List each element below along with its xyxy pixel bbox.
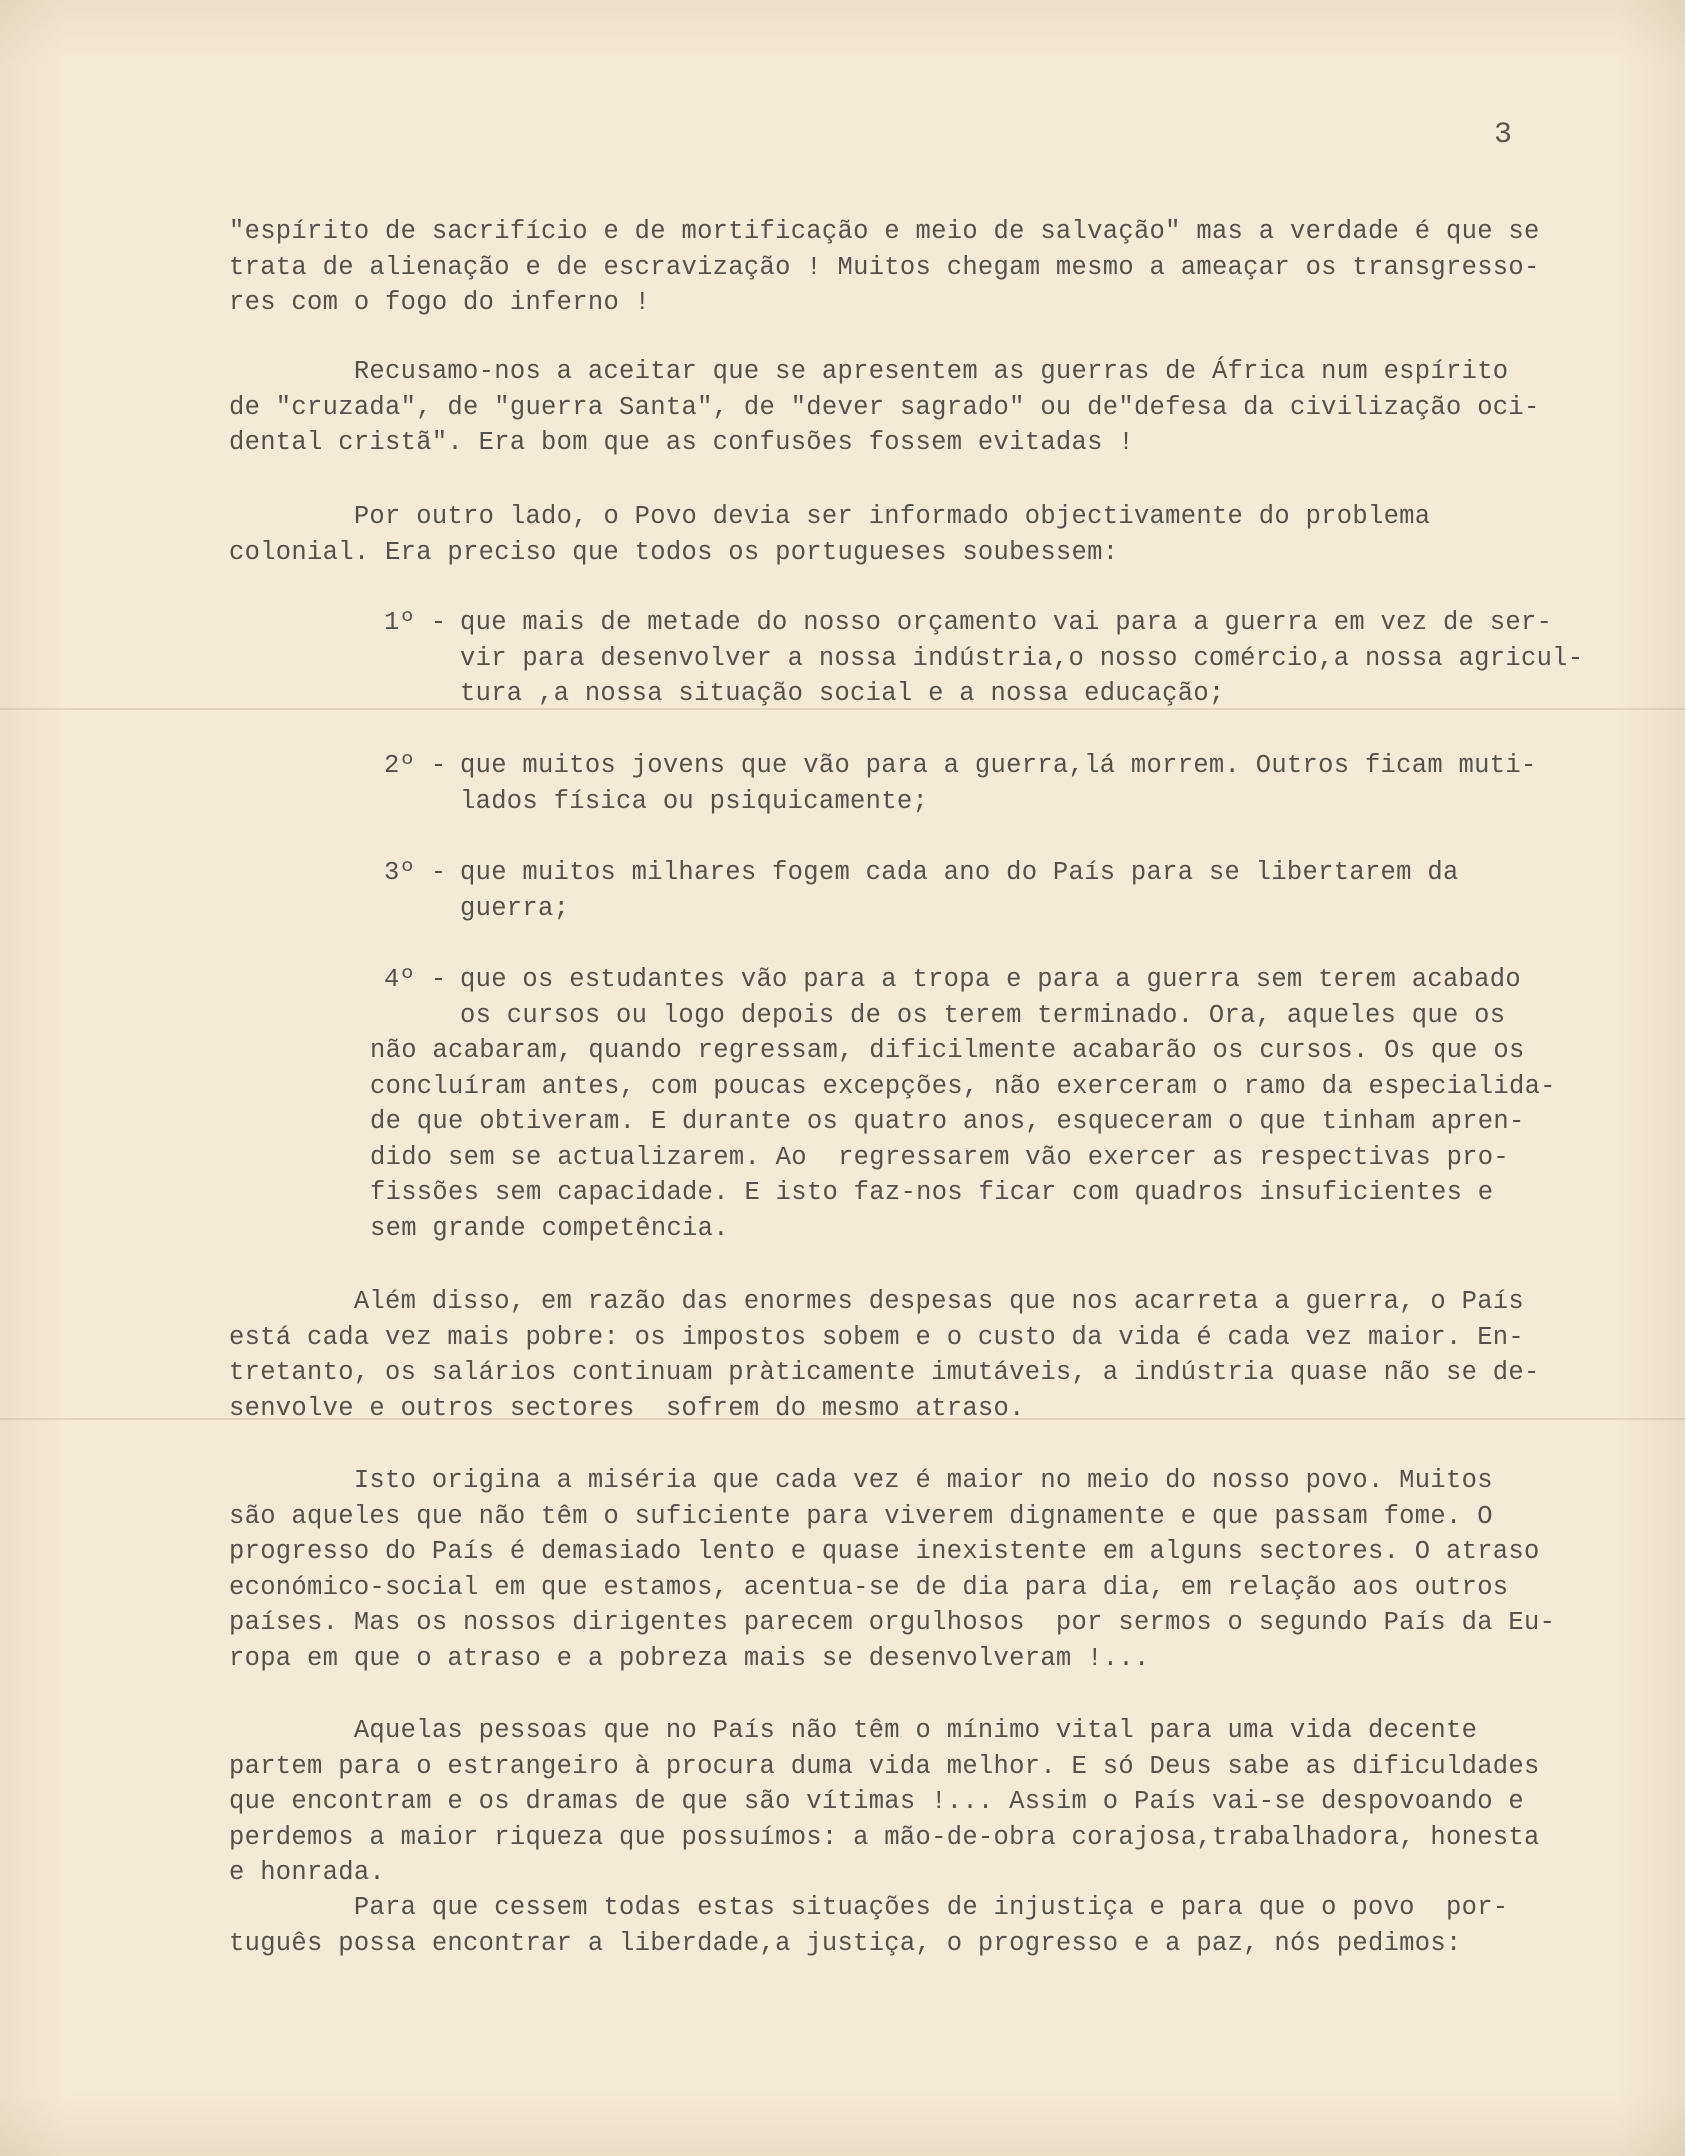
text-line: "espírito de sacrifício e de mortificação e meio de salvação" mas a verdade é que se: [229, 217, 1540, 246]
text-line: que mais de metade do nosso orçamento vai para a guerra em vez de ser-: [460, 608, 1553, 637]
text-line: os cursos ou logo depois de os terem terminado. Ora, aqueles que os: [460, 1000, 1506, 1030]
text-line: que muitos milhares fogem cada ano do País para se libertarem da: [460, 858, 1459, 887]
paragraph-colonial-problem: [229, 499, 1599, 570]
text-line: progresso do País é demasiado lento e quase inexistente em alguns sectores. O atraso: [229, 1537, 1540, 1566]
list-item-emigration: [384, 855, 1614, 926]
text-line: partem para o estrangeiro à procura duma vida melhor. E só Deus sabe as dificuldades: [229, 1751, 1540, 1781]
text-line: de "cruzada", de "guerra Santa", de "dever sagrado" ou de"defesa da civilização oci-: [229, 392, 1540, 422]
paragraph-emigrants: [229, 1713, 1599, 1891]
text-line: Além disso, em razão das enormes despesas que nos acarreta a guerra, o País: [229, 1287, 1525, 1316]
text-line: Aquelas pessoas que no País não têm o mínimo vital para uma vida decente: [229, 1716, 1478, 1745]
text-line: concluíram antes, com poucas excepções, não exerceram o ramo da especialida-: [370, 1071, 1556, 1101]
text-line: tura ,a nossa situação social e a nossa educação;: [460, 679, 1225, 708]
text-line: guerra;: [460, 893, 570, 923]
text-line: dido sem se actualizarem. Ao regressarem vão exercer as respectivas pro-: [370, 1142, 1509, 1172]
text-line: res com o fogo do inferno !: [229, 288, 651, 317]
text-line: tretanto, os salários continuam pràticamente imutáveis, a indústria quase não se de-: [229, 1358, 1540, 1387]
list-item-number: 2º -: [384, 751, 447, 780]
text-line: de que obtiveram. E durante os quatro anos, esqueceram o que tinham apren-: [370, 1107, 1525, 1136]
list-item-number: 3º -: [384, 858, 447, 887]
text-line: Para que cessem todas estas situações de injustiça e para que o povo por-: [229, 1893, 1509, 1922]
text-line: são aqueles que não têm o suficiente para viverem dignamente e que passam fome. O: [229, 1501, 1493, 1531]
list-item-young-men: [384, 748, 1614, 819]
text-line: vir para desenvolver a nossa indústria,o nosso comércio,a nossa agricul-: [460, 643, 1584, 673]
list-item-students: [370, 962, 1614, 1246]
list-item-number: 1º -: [384, 608, 447, 637]
text-line: tuguês possa encontrar a liberdade,a justiça, o progresso e a paz, nós pedimos:: [229, 1928, 1462, 1958]
paragraph-demands: [229, 1890, 1599, 1961]
text-line: trata de alienação e de escravização ! Muitos chegam mesmo a ameaçar os transgresso-: [229, 252, 1540, 282]
text-line: Por outro lado, o Povo devia ser informado objectivamente do problema: [229, 502, 1431, 531]
text-line: lados física ou psiquicamente;: [460, 786, 929, 816]
text-line: perdemos a maior riqueza que possuímos: a mão-de-obra corajosa,trabalhadora, honesta: [229, 1822, 1540, 1852]
text-line: colonial. Era preciso que todos os portugueses soubessem:: [229, 537, 1119, 567]
text-line: Isto origina a miséria que cada vez é maior no meio do nosso povo. Muitos: [229, 1466, 1493, 1495]
list-item-number: 4º -: [384, 965, 447, 994]
text-line: sem grande competência.: [370, 1213, 729, 1243]
text-line: que os estudantes vão para a tropa e para a guerra sem terem acabado: [460, 965, 1521, 994]
text-line: está cada vez mais pobre: os impostos sobem e o custo da vida é cada vez maior. En-: [229, 1322, 1525, 1352]
paragraph-sacrifice: [229, 214, 1599, 321]
paragraph-poverty: [229, 1284, 1599, 1426]
text-line: fissões sem capacidade. E isto faz-nos ficar com quadros insuficientes e: [370, 1178, 1494, 1207]
page-number: 3: [1494, 118, 1513, 152]
paragraph-misery: [229, 1463, 1599, 1676]
paragraph-crusade: [229, 354, 1599, 461]
text-line: dental cristã". Era bom que as confusões fossem evitadas !: [229, 428, 1134, 457]
text-line: e honrada.: [229, 1858, 386, 1887]
text-line: países. Mas os nossos dirigentes parecem orgulhosos por sermos o segundo País da Eu-: [229, 1608, 1556, 1637]
text-line: ropa em que o atraso e a pobreza mais se desenvolveram !...: [229, 1643, 1150, 1673]
text-line: que encontram e os dramas de que são vítimas !... Assim o País vai-se despovoando e: [229, 1787, 1525, 1816]
list-item-budget: [384, 605, 1614, 712]
text-line: que muitos jovens que vão para a guerra,lá morrem. Outros ficam muti-: [460, 751, 1537, 780]
text-line: económico-social em que estamos, acentua-se de dia para dia, em relação aos outros: [229, 1572, 1509, 1602]
text-line: Recusamo-nos a aceitar que se apresentem as guerras de África num espírito: [229, 357, 1509, 386]
text-line: senvolve e outros sectores sofrem do mesmo atraso.: [229, 1393, 1025, 1423]
text-line: não acabaram, quando regressam, dificilmente acabarão os cursos. Os que os: [370, 1036, 1525, 1065]
